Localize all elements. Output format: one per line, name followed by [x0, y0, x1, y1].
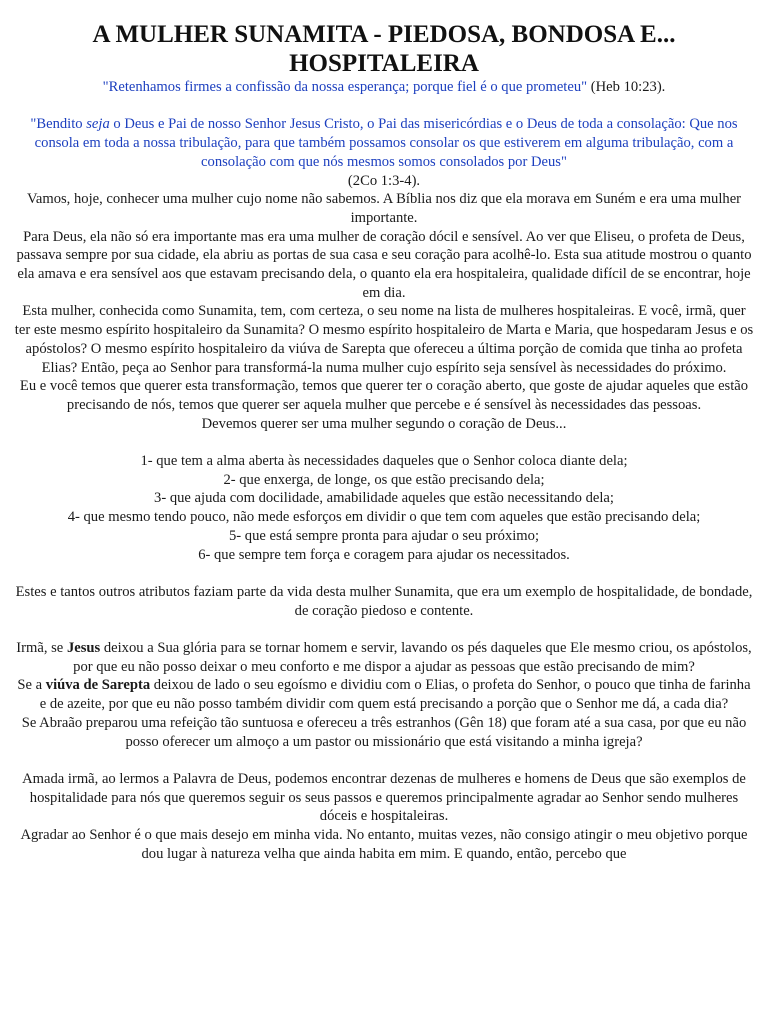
paragraph-amada: Amada irmã, ao lermos a Palavra de Deus, podemos encontrar dezenas de mulheres e homens de Deus que são exemplos de hospitalidade para nós que queremos seguir os seus passos e queremos principalmente agradar ao Senhor sendo mulheres dóceis e hospitaleiras.	[22, 770, 746, 825]
paragraph-atributos: Estes e tantos outros atributos faziam parte da vida desta mulher Sunamita, que era um exemplo de hospitalidade, de bondade, de coração piedoso e contente.	[15, 583, 753, 619]
list-item: 6- que sempre tem força e coragem para ajudar os necessitados.	[198, 546, 570, 563]
list-item: 1- que tem a alma aberta às necessidades daqueles que o Senhor coloca diante dela;	[140, 453, 628, 470]
verse-corinthians-emphasis: seja	[86, 116, 110, 133]
verse-corinthians-pre: "Bendito	[30, 116, 87, 133]
verse-corinthians-ref: (2Co 1:3-4).	[347, 172, 421, 189]
paragraph-jesus	[0, 639, 768, 676]
paragraph-intro: Vamos, hoje, conhecer uma mulher cujo nome não sabemos. A Bíblia nos diz que ela morava em Suném e era uma mulher importante.	[26, 191, 742, 226]
paragraph-jesus-bold: Jesus	[66, 640, 101, 657]
spacer	[0, 433, 768, 452]
spacer	[0, 97, 768, 116]
list-item: 3- que ajuda com docilidade, amabilidade aqueles que estão necessitando dela;	[154, 490, 614, 507]
paragraph-viuva-post: deixou de lado o seu egoísmo e dividiu com o Elias, o profeta do Senhor, o pouco que tinha de farinha e de azeite, por que eu não posso também dividir com quem está precisando a porção que o Senhor me dá, a cada dia?	[39, 677, 751, 713]
paragraph-transformacao: Eu e você temos que querer esta transformação, temos que querer ter o coração aberto, que goste de ajudar aqueles que estão precisando de nós, temos que querer ser aquela mulher que percebe e é sensível às necessidades das pessoas.	[19, 378, 749, 413]
verse-hebrews-ref: (Heb 10:23).	[590, 79, 666, 95]
page-title: A MULHER SUNAMITA - PIEDOSA, BONDOSA E... HOSPITALEIRA	[92, 21, 676, 77]
list-item: 5- que está sempre pronta para ajudar o seu próximo;	[228, 527, 539, 544]
paragraph-agradar: Agradar ao Senhor é o que mais desejo em minha vida. No entanto, muitas vezes, não consigo atingir o meu objetivo porque dou lugar à natureza velha que ainda habita em mim. E quando, então, percebo que	[20, 827, 748, 862]
spacer	[0, 751, 768, 770]
list-item: 2- que enxerga, de longe, os que estão precisando dela;	[223, 471, 545, 488]
verse-corinthians	[0, 115, 768, 190]
verse-corinthians-post: o Deus e Pai de nosso Senhor Jesus Cristo, o Pai das misericórdias e o Deus de toda a consolação: Que nos consola em toda a nossa tribulação, para que também possamos consolar os que estiverem em alguma tribulação, com a consolação com que nós mesmos somos consolados por Deus"	[34, 116, 738, 170]
paragraph-abraao: Se Abraão preparou uma refeição tão suntuosa e ofereceu a três estranhos (Gên 18) que foram até a sua casa, por que eu não posso oferecer um almoço a um pastor ou missionário que está visitando a minha igreja?	[21, 714, 747, 750]
paragraph-jesus-post: deixou a Sua glória para se tornar homem e servir, lavando os pés daqueles que Ele mesmo criou, os apóstolos, por que eu não posso deixar o meu conforto e me dispor a ajudar as pessoas que estão precisando de mim?	[73, 640, 752, 675]
paragraph-para-deus: Para Deus, ela não só era importante mas era uma mulher de coração dócil e sensível. Ao ver que Eliseu, o profeta de Deus, passava sempre por sua cidade, ela abriu as portas de sua casa e seu coração para acolhê-lo. Esta sua atitude mostrou o quanto ela amava e era sensível aos que estavam precisando dela, o quanto ela era hospitaleira, qualidade difícil de se encontrar, hoje em dia.	[16, 228, 752, 301]
verse-hebrews	[0, 78, 768, 97]
verse-hebrews-text: "Retenhamos firmes a confissão da nossa esperança; porque fiel é o que prometeu"	[102, 79, 588, 95]
spacer	[0, 620, 768, 639]
paragraph-coracao: Devemos querer ser uma mulher segundo o coração de Deus...	[201, 415, 567, 432]
spacer	[0, 564, 768, 583]
list-item: 4- que mesmo tendo pouco, não mede esforços em dividir o que tem com aqueles que estão precisando dela;	[67, 509, 701, 526]
paragraph-sunamita: Esta mulher, conhecida como Sunamita, tem, com certeza, o seu nome na lista de mulheres hospitaleiras. E você, irmã, quer ter este mesmo espírito hospitaleiro da Sunamita? O mesmo espírito hospitaleiro de Marta e Maria, que hospedaram Jesus e os apóstolos? O mesmo espírito hospitaleiro da viúva de Sarepta que ofereceu a última porção de comida que tinha ao profeta Elias? Então, peça ao Senhor para transformá-la numa mulher cujo espírito seja sensível às necessidades do próximo.	[14, 303, 754, 376]
paragraph-viuva	[0, 676, 768, 713]
paragraph-jesus-pre: Irmã, se	[16, 640, 67, 657]
paragraph-viuva-bold: viúva de Sarepta	[45, 677, 151, 694]
paragraph-viuva-pre: Se a	[17, 677, 46, 694]
